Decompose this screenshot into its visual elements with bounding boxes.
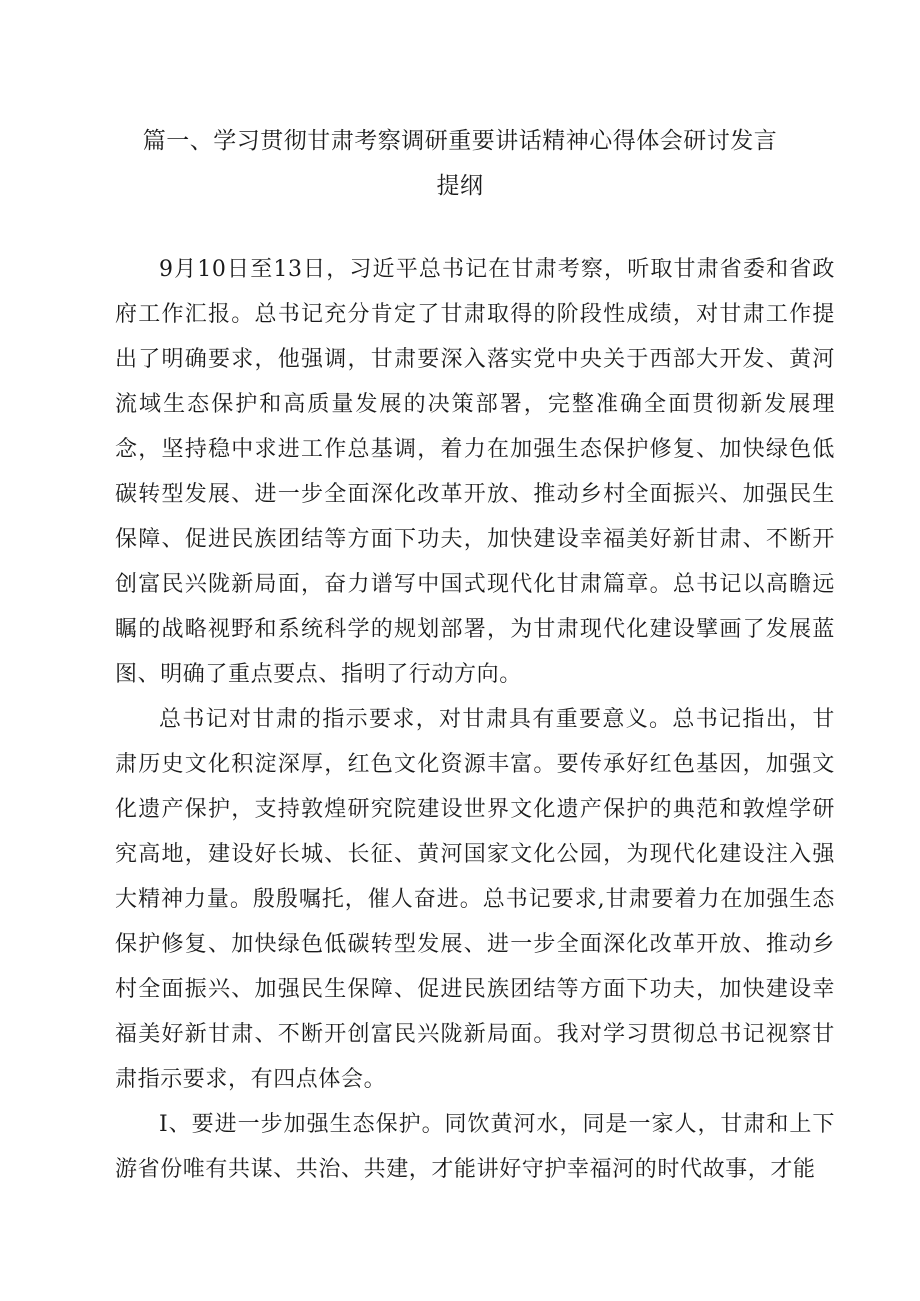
paragraph-1: 9月10日至13日，习近平总书记在甘肃考察，听取甘肃省委和省政府工作汇报。总书记充分肯定了甘肃取得的阶段性成绩，对甘肃工作提出了明确要求，他强调，甘肃要深入落实党中央关于西部大开发、黄河流域生态保护和高质量发展的决策部署，完整准确全面贯彻新发展理念，坚持稳中求进工作总基调，着力在加强生态保护修复、加快绿色低碳转型发展、进一步全面深化改革开放、推动乡村全面振兴、加强民生保障、促进民族团结等方面下功夫，加快建设幸福美好新甘肃、不断开创富民兴陇新局面，奋力谱写中国式现代化甘肃篇章。总书记以高瞻远瞩的战略视野和系统科学的规划部署，为甘肃现代化建设擘画了发展蓝图、明确了重点要点、指明了行动方向。 [115,257,835,687]
document-title-line1: 篇一、学习贯彻甘肃考察调研重要讲话精神心得体会研讨发言 [142,128,778,154]
paragraph-2: 总书记对甘肃的指示要求，对甘肃具有重要意义。总书记指出，甘肃历史文化积淀深厚，红色文化资源丰富。要传承好红色基因，加强文化遗产保护，支持敦煌研究院建设世界文化遗产保护的典范和敦煌学研究高地，建设好长城、长征、黄河国家文化公园，为现代化建设注入强大精神力量。殷殷嘱托，催人奋进。总书记要求,甘肃要着力在加强生态保护修复、加快绿色低碳转型发展、进一步全面深化改革开放、推动乡村全面振兴、加强民生保障、促进民族团结等方面下功夫，加快建设幸福美好新甘肃、不断开创富民兴陇新局面。我对学习贯彻总书记视察甘肃指示要求，有四点体会。 [115,707,835,1092]
document-body [115,247,835,1192]
paragraph-3: I、要进一步加强生态保护。同饮黄河水，同是一家人，甘肃和上下游省份唯有共谋、共治、共建，才能讲好守护幸福河的时代故事，才能 [115,1112,835,1182]
document-title-line2: 提纲 [436,173,484,199]
